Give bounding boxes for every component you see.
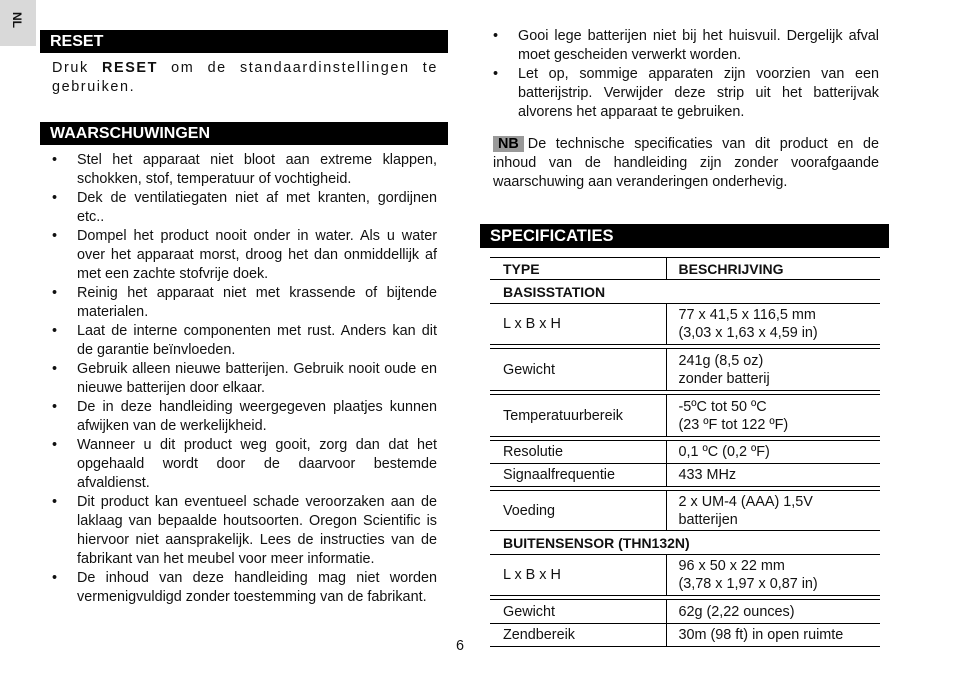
spec-label: Gewicht — [490, 600, 666, 624]
bullet-item: • De in deze handleiding weergegeven plaatjes kunnen afwijken van de werkelijkheid. — [50, 398, 437, 436]
nb-badge: NB — [493, 136, 524, 152]
spec-value — [666, 555, 880, 596]
spec-value — [666, 304, 880, 345]
spec-label: Temperatuurbereik — [490, 395, 666, 437]
table-row — [490, 555, 880, 596]
nb-text: De technische specificaties van dit product en de inhoud van de handleiding zijn zonder voorafgaande waarschuwing aan veranderingen onderhevig. — [493, 136, 879, 190]
spec-value-line1: 2 x UM-4 (AAA) 1,5V — [678, 493, 813, 510]
spec-value-line1: 241g (8,5 oz) — [678, 352, 764, 369]
section-row-base-station — [490, 280, 880, 304]
spec-label: L x B x H — [490, 555, 666, 596]
spec-value-line1: 30m (98 ft) in open ruimte — [678, 627, 844, 643]
spec-label: L x B x H — [490, 304, 666, 345]
spec-value — [666, 464, 880, 487]
base-station-rows — [490, 304, 880, 531]
spec-value-line1: 77 x 41,5 x 116,5 mm — [678, 307, 816, 323]
bullet-item: • De inhoud van deze handleiding mag niet worden vermenigvuldigd zonder toestemming van de fabrikant. — [50, 569, 437, 607]
reset-paragraph — [52, 59, 438, 97]
reset-text-pre: Druk — [52, 60, 102, 76]
bullet-item: • Stel het apparaat niet bloot aan extreme klappen, schokken, stof, temperatuur of vochtigheid. — [50, 151, 437, 189]
warnings-list — [50, 151, 437, 607]
table-row — [490, 349, 880, 391]
spec-value-line1: 433 MHz — [678, 467, 737, 483]
spec-value — [666, 624, 880, 647]
spec-value — [666, 491, 880, 531]
table-row — [490, 464, 880, 487]
spec-label: Voeding — [490, 491, 666, 531]
spec-value — [666, 600, 880, 624]
bullet-item: • Dek de ventilatiegaten niet af met kranten, gordijnen etc.. — [50, 189, 437, 227]
section-row-outdoor-sensor — [490, 531, 880, 555]
spec-value-line1: -5ºC tot 50 ºC — [678, 398, 767, 415]
specifications-table — [490, 257, 880, 647]
spec-value — [666, 395, 880, 437]
section-label-base-station: BASISSTATION — [490, 280, 880, 304]
spec-label: Zendbereik — [490, 624, 666, 647]
battery-bullets — [491, 27, 879, 122]
reset-text-post: om de standaardinstellingen te gebruiken. — [52, 60, 438, 95]
spec-value-line1: 0,1 ºC (0,2 ºF) — [678, 444, 770, 460]
bullet-item: • Reinig het apparaat niet met krassende of bijtende materialen. — [50, 284, 437, 322]
spec-value — [666, 441, 880, 464]
spec-label: Gewicht — [490, 349, 666, 391]
bullet-item: • Laat de interne componenten met rust. Anders kan dit de garantie beïnvloeden. — [50, 322, 437, 360]
bullet-item: • Wanneer u dit product weg gooit, zorg dan dat het opgehaald wordt door de daarvoor bestemde afvaldienst. — [50, 436, 437, 493]
nb-paragraph — [493, 135, 879, 192]
table-row — [490, 624, 880, 647]
table-row — [490, 304, 880, 345]
spec-value-line2: (23 ºF tot 122 ºF) — [678, 416, 789, 433]
spec-value-line2: zonder batterij — [678, 370, 770, 387]
table-row — [490, 600, 880, 624]
spec-label: Signaalfrequentie — [490, 464, 666, 487]
bullet-item: • Let op, sommige apparaten zijn voorzien van een batterijstrip. Verwijder deze strip uit het batterijvak alvorens het apparaat te gebruiken. — [491, 65, 879, 122]
bullet-item: • Gooi lege batterijen niet bij het huisvuil. Dergelijk afval moet gescheiden verwerkt worden. — [491, 27, 879, 65]
spec-value-line2: (3,03 x 1,63 x 4,59 in) — [678, 325, 818, 341]
warnings-heading: WAARSCHUWINGEN — [40, 122, 448, 145]
spec-value — [666, 349, 880, 391]
bullet-item: • Dompel het product nooit onder in water. Als u water over het apparaat morst, droog het dan onmiddellijk af met een zachte stofvrije doek. — [50, 227, 437, 284]
reset-text-bold: RESET — [102, 60, 158, 76]
page-number: 6 — [456, 638, 465, 654]
reset-heading: RESET — [40, 30, 448, 53]
column-header-description: BESCHRIJVING — [666, 258, 880, 280]
bullet-item: • Gebruik alleen nieuwe batterijen. Gebruik nooit oude en nieuwe batterijen door elkaar. — [50, 360, 437, 398]
table-row — [490, 491, 880, 531]
table-header-row — [490, 258, 880, 280]
spec-value-line1: 62g (2,22 ounces) — [678, 603, 795, 620]
spec-label: Resolutie — [490, 441, 666, 464]
column-header-type: TYPE — [490, 258, 666, 280]
outdoor-sensor-rows — [490, 555, 880, 647]
spec-value-line1: 96 x 50 x 22 mm — [678, 558, 785, 574]
bullet-item: • Dit product kan eventueel schade veroorzaken aan de laklaag van bepaalde houtsoorten. Oregon Scientific is hiervoor niet aansprakelijk. Lees de instructies van de fabrikant van het meubel voor meer informatie. — [50, 493, 437, 569]
spec-value-line2: batterijen — [678, 511, 738, 528]
table-row — [490, 441, 880, 464]
specifications-heading: SPECIFICATIES — [480, 224, 889, 248]
table-row — [490, 395, 880, 437]
language-label: NL — [10, 12, 24, 28]
section-label-outdoor-sensor: BUITENSENSOR (THN132N) — [490, 531, 880, 555]
language-tab — [0, 0, 36, 46]
spec-value-line2: (3,78 x 1,97 x 0,87 in) — [678, 576, 818, 592]
